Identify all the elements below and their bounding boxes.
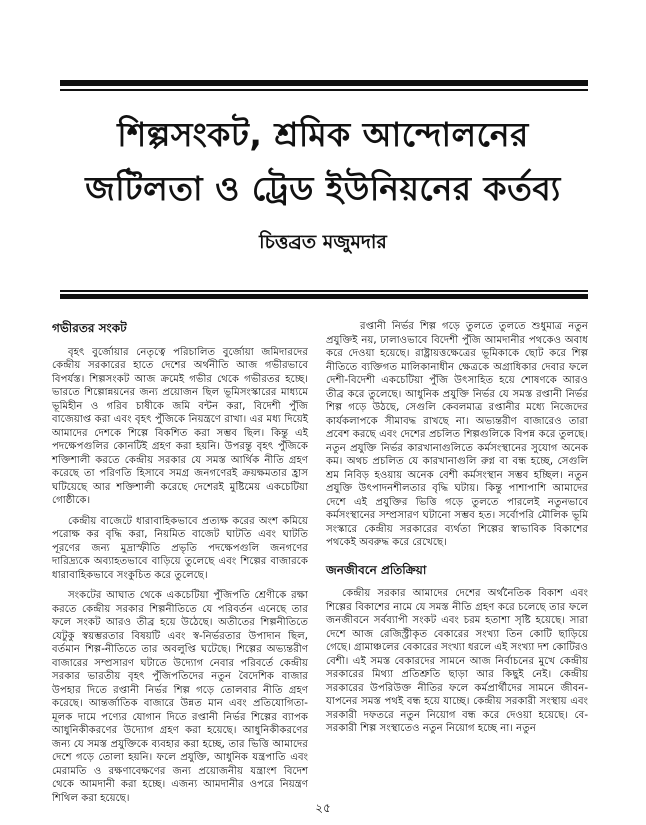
bottom-rule-thin [60,290,588,292]
section-heading-deeper-crisis: গভীরতর সংকট [52,321,127,335]
paragraph: সংকটের আঘাত থেকে একচেটিয়া পুঁজিপতি শ্রেণীকে রক্ষা করতে কেন্দ্রীয় সরকার শিল্পনীতিতে যে পরিবর্তন এনেছে তার ফলে সংকট আরও তীব্র হয়ে উঠেছে। অতীতের শিল্পনীতিতে যেটুকু স্বয়ম্ভরতার বিষয়টি এবং স্ব-নির্ভরতার উপাদান ছিল, বর্তমান শিল্প-নীতিতে তার অবলুপ্তি ঘটেছে। শিল্পের অভ্যন্তরীণ বাজারের সম্প্রসারণ ঘটাতে উদ্যোগ নেবার পরিবর্তে কেন্দ্রীয় সরকার ভারতীয় বৃহৎ পুঁজিপতিদের নতুন বৈদেশিক বাজার উপহার দিতে রপ্তানী নির্ভর শিল্প গড়ে তোলবার নীতি গ্রহণ করেছে। আন্তর্জাতিক বাজারে উন্নত মান এবং প্রতিযোগিতা-মূলক দামে পণ্যের যোগান দিতে রপ্তানী নির্ভর শিল্পের ব্যাপক আধুনিকীকরণের উদ্যোগ গ্রহণ করা হয়েছে। আধুনিকীকরণের জন্য যে সমস্ত প্রযুক্তিকে ব্যবহার করা হচ্ছে, তার ভিত্তি আমাদের দেশে গড়ে তোলা হয়নি। ফলে প্রযুক্তি, আধুনিক যন্ত্রপাতি এবং মেরামতি ও রক্ষণাবেক্ষণের জন্য প্রয়োজনীয় যন্ত্রাংশ বিদেশ থেকে আমদানী করা হচ্ছে। এজন্য আমদানীর ওপরে নিয়ন্ত্রণ শিথিল করা হয়েছে। [52,590,308,804]
right-column [326,320,588,795]
section-heading-public-life-reaction: জনজীবনে প্রতিক্রিয়া [326,562,427,577]
top-rule-thin [60,89,588,91]
paragraph: রপ্তানী নির্ভর শিল্প গড়ে তুলতে তুলতে শুধুমাত্র নতুন প্রযুক্তিই নয়, ঢালাওভাবে বিদেশী পুঁজি আমদানীর পথকেও অবাধ করে দেওয়া হয়েছে। রাষ্ট্রায়ত্তক্ষেত্রের ভূমিকাকে ছোট করে শিল্প নীতিতে ব্যক্তিগত মালিকানাধীন ক্ষেত্রকে অগ্রাধিকার দেবার ফলে দেশী-বিদেশী একচেটিয়া পুঁজি উৎসাহিত হয়ে শোষণকে আরও তীব্র করে তুলেছে। আধুনিক প্রযুক্তি নির্ভর যে সমস্ত রপ্তানী নির্ভর শিল্প গড়ে উঠছে, সেগুলি কেবলমাত্র রপ্তানীর মধ্যে নিজেদের কার্যকলাপকে সীমাবদ্ধ রাখছে না। অভ্যন্তরীণ বাজারেও তারা প্রবেশ করছে এবং দেশের প্রচলিত শিল্পগুলিকে বিপন্ন করে তুলছে। নতুন প্রযুক্তি নির্ভর কারখানাগুলিতে কর্মসংস্থানের সুযোগ অনেক কম। অথচ প্রচলিত যে কারখানাগুলি রুগ্ন বা বন্ধ হচ্ছে, সেগুলি শ্রম নিবিড় হওয়ায় অনেক বেশী কর্মসংস্থান সম্ভব হচ্ছিল। নতুন প্রযুক্তি উৎপাদনশীলতার বৃদ্ধি ঘটায়। কিন্তু পাশাপাশি আমাদের দেশে এই প্রযুক্তির ভিত্তি গড়ে তুলতে পারলেই নতুনভাবে কর্মসংস্থানের সম্প্রসারণ ঘটানো সম্ভব হত। সর্বোপরি মৌলিক ভূমি সংস্কারে কেন্দ্রীয় সরকারের ব্যর্থতা শিল্পের স্বাভাবিক বিকাশের পথকেই অবরুদ্ধ করে রেখেছে। [326,321,588,548]
paragraph: কেন্দ্রীয় বাজেটে ধারাবাহিকভাবে প্রত্যক্ষ করের অংশ কমিয়ে পরোক্ষ কর বৃদ্ধি করা, নিয়মিত বাজেট ঘাটতি এবং ঘাটতি পূরণের জন্য মুদ্রাস্ফীতি প্রভৃতি পদক্ষেপগুলি জনগণের দারিদ্র্যকে অব্যাহতভাবে বাড়িয়ে তুলেছে এবং শিল্পের বাজারকে ধারাবাহিকভাবে সংকুচিত করে তুলেছে। [52,515,308,581]
article-author: চিত্তব্রত মজুমদার [259,231,387,253]
article-title-line-2: জটিলতা ও ট্রেড ইউনিয়নের কর্তব্য [85,169,561,208]
paragraph: বৃহৎ বুর্জোয়ার নেতৃত্বে পরিচালিত বুর্জোয়া জমিদারদের কেন্দ্রীয় সরকারের হাতে দেশের অর্থনীতি আজ গভীরভাবে বিপর্যস্ত। শিল্পসংকট আজ ক্রমেই গভীর থেকে গভীরতর হচ্ছে। ভারতে শিল্পোন্নয়নের জন্য প্রয়োজন ছিল ভূমিসংস্কারের মাধ্যমে ভূমিহীন ও গরিব চাষীকে জমি বন্টন করা, বিদেশী পুঁজি বাজেয়াপ্ত করা এবং বৃহৎ পুঁজিকে নিয়ন্ত্রণে রাখা। এর মধ্য দিয়েই আমাদের দেশকে শিল্পে বিকশিত করা সম্ভব ছিল। কিন্তু এই পদক্ষেপগুলির কোনটিই গ্রহণ করা হয়নি। উপরন্তু বৃহৎ পুঁজিকে শক্তিশালী করতে কেন্দ্রীয় সরকার যে সমস্ত আর্থিক নীতি গ্রহণ করেছে তা পরিণতি হিসাবে সমগ্র জনগণেরই ক্রয়ক্ষমতার হ্রাস ঘটিয়েছে আর শক্তিশালী করেছে দেশেরই মুষ্টিমেয় একচেটিয়া গোষ্ঠীকে। [52,346,308,506]
article-title [60,108,586,216]
left-column [52,321,308,804]
article-title-line-1: শিল্পসংকট, শ্রমিক আন্দোলনের [117,115,529,154]
top-rule-thick [60,80,588,86]
bottom-rule-thick [60,294,588,299]
page-number: ২৫ [315,801,331,815]
paragraph: কেন্দ্রীয় সরকার আমাদের দেশের অর্থনৈতিক বিকাশ এবং শিল্পের বিকাশের নামে যে সমস্ত নীতি গ্রহণ করে চলেছে তার ফলে জনজীবনে সর্বব্যাপী সংকট এবং চরম হতাশা সৃষ্টি হয়েছে। সারা দেশে আজ রেজিস্ট্রীকৃত বেকারের সংখ্যা তিন কোটি ছাড়িয়ে গেছে। গ্রামাঞ্চলের বেকারের সংখ্যা ধরলে এই সংখ্যা দশ কোটিরও বেশী। এই সমস্ত বেকারদের সামনে আজ নির্বাচনের মুখে কেন্দ্রীয় সরকারের মিথ্যা প্রতিশ্রুতি ছাড়া আর কিছুই নেই। কেন্দ্রীয় সরকারের উপরিউক্ত নীতির ফলে কর্মপ্রার্থীদের সামনে জীবন-যাপনের সমস্ত পথই বন্ধ হয়ে যাচ্ছে। কেন্দ্রীয় সরকারী সংস্থায় এবং সরকারী দফতরে নতুন নিয়োগ বন্ধ করে দেওয়া হয়েছে। বে-সরকারী শিল্প সংস্থাতেও নতুন নিয়োগ হচ্ছে না। নতুন [326,588,588,734]
